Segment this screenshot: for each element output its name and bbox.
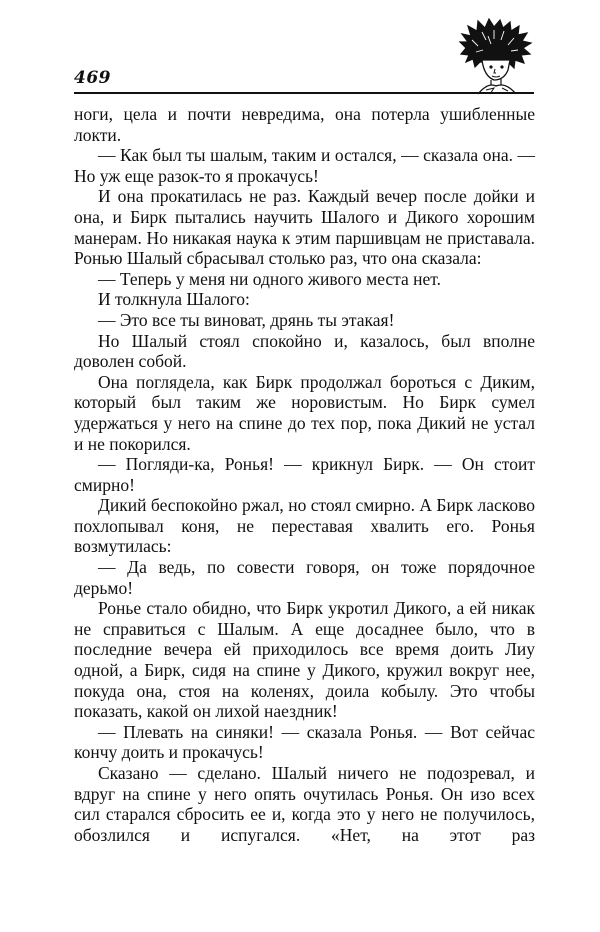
page-header <box>74 18 534 100</box>
page-number: 469 <box>74 68 111 88</box>
paragraph: Ронье стало обидно, что Бирк укротил Дикого, а ей никак не справиться с Шалым. А еще досаднее было, что в последние вечера ей приходилось все время доить Лиу одной, а Бирк, сидя на спине у Дикого, кружил вокруг нее, покуда она, стоя на коленях, доила кобылу. Это чтобы показать, какой он лихой наездник! <box>74 598 535 722</box>
paragraph: — Погляди-ка, Ронья! — крикнул Бирк. — Он стоит смирно! <box>74 454 535 495</box>
paragraph: — Теперь у меня ни одного живого места нет. <box>98 268 442 289</box>
paragraph: ноги, цела и почти невредима, она потерла ушибленные локти. <box>74 104 535 145</box>
paragraph: Но Шалый стоял спокойно и, казалось, был вполне доволен собой. <box>74 330 535 372</box>
paragraph: — Как был ты шалым, таким и остался, — сказала она. — Но уж еще разок-то я прокачусь! <box>74 145 535 186</box>
paragraph: И толкнула Шалого: <box>98 289 250 310</box>
paragraph: — Это все ты виноват, дрянь ты этакая! <box>98 309 395 330</box>
paragraph: И она прокатилась не раз. Каждый вечер после дойки и она, и Бирк пытались научить Шалого и Дикого хорошим манерам. Но никакая наука к этим паршивцам не приставала. Ронью Шалый сбрасывал столько раз, что она сказала: <box>74 186 535 269</box>
body-text <box>74 104 535 845</box>
paragraph: — Да ведь, по совести говоря, он тоже порядочное дерьмо! <box>74 557 535 598</box>
paragraph: Дикий беспокойно ржал, но стоял смирно. А Бирк ласково похлопывал коня, не переставая хвалить его. Ронья возмутилась: <box>74 495 535 557</box>
paragraph: Сказано — сделано. Шалый ничего не подозревал, и вдруг на спине у него опять очутилась Ронья. Он изо всех сил старался сбросить ее и, когда это у него не получилось, обозлился и испугался. «Нет, на этот раз <box>74 763 535 845</box>
paragraph: — Плевать на синяки! — сказала Ронья. — Вот сейчас кончу доить и прокачусь! <box>74 721 535 763</box>
header-rule <box>74 92 534 94</box>
girl-with-wild-hair-illustration <box>458 18 534 96</box>
paragraph: Она поглядела, как Бирк продолжал бороться с Диким, который был таким же норовистым. Но Бирк сумел удержаться у него на спине до тех пор, пока Дикий не устал и не покорился. <box>74 371 535 454</box>
